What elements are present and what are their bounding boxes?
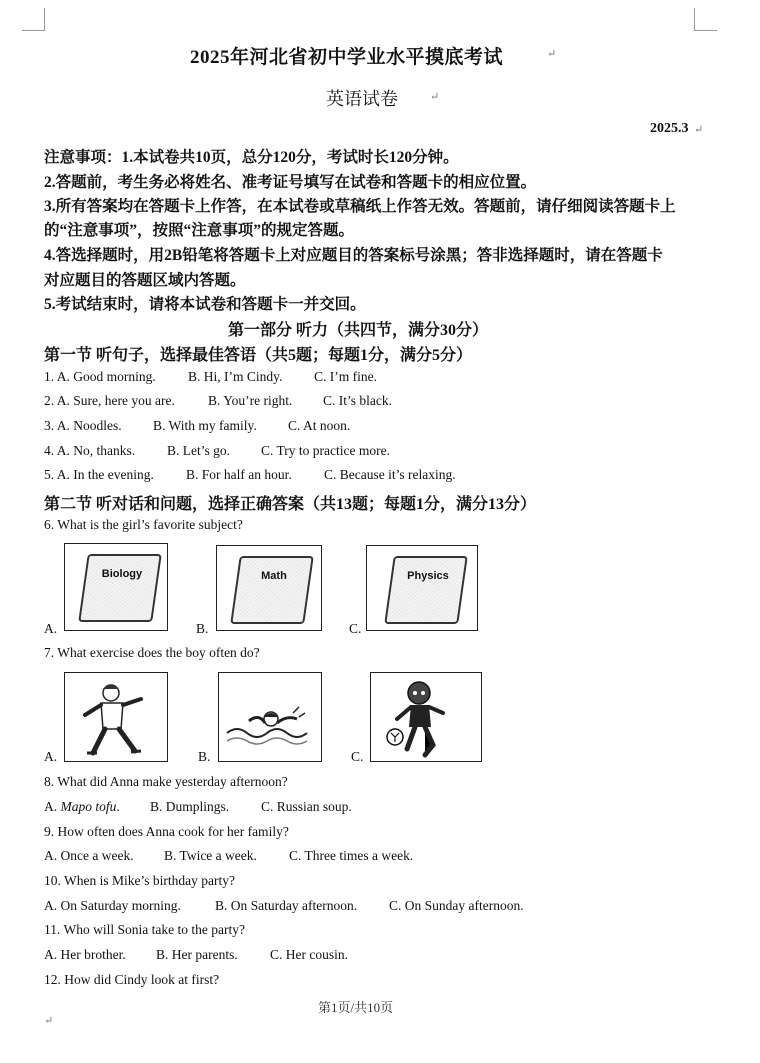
question-11: 11. Who will Sonia take to the party? <box>44 922 245 937</box>
paragraph-mark: ↵ <box>430 91 440 103</box>
question-8-option-b: B. Dumplings. <box>150 799 230 814</box>
paragraph-mark: ↵ <box>694 124 704 136</box>
question-3-option-c: C. At noon. <box>288 418 351 433</box>
question-2-option-b: B. You’re right. <box>208 393 293 408</box>
question-10-option-a: A. On Saturday morning. <box>44 898 181 913</box>
question-11-option-c: C. Her cousin. <box>270 947 348 962</box>
biology-book-picture <box>64 543 168 631</box>
question-2-option-c: C. It’s black. <box>323 393 392 408</box>
instruction-line: 4.答选择题时，用2B铅笔将答题卡上对应题目的答案标号涂黑；答非选择题时，请在答题卡 <box>44 247 663 264</box>
option-letter-c: C. <box>349 621 362 636</box>
paragraph-mark: ↵ <box>44 1015 54 1027</box>
corner-mark-top-left <box>22 8 45 31</box>
instruction-line: 对应题目的答题区域内答题。 <box>44 272 246 289</box>
question-1-option-a: 1. A. Good morning. <box>44 369 156 384</box>
question-11-option-b: B. Her parents. <box>156 947 238 962</box>
math-book-picture <box>216 545 322 631</box>
question-7: 7. What exercise does the boy often do? <box>44 645 260 660</box>
instruction-line: 注意事项：1.本试卷共10页，总分120分，考试时长120分钟。 <box>44 149 459 166</box>
part-title: 第一部分 听力（共四节，满分30分） <box>228 322 489 339</box>
question-2-option-a: 2. A. Sure, here you are. <box>44 393 175 408</box>
question-5-option-c: C. Because it’s relaxing. <box>324 467 456 482</box>
option-letter-a: A. <box>44 749 58 764</box>
instruction-line: 的“注意事项”，按照“注意事项”的规定答题。 <box>44 222 355 239</box>
book-icon: Physics <box>384 556 468 624</box>
instruction-line: 3.所有答案均在答题卡上作答，在本试卷或草稿纸上作答无效。答题前，请仔细阅读答题卡上 <box>44 198 676 215</box>
question-10: 10. When is Mike’s birthday party? <box>44 873 235 888</box>
question-4-option-b: B. Let’s go. <box>167 443 230 458</box>
question-4-option-c: C. Try to practice more. <box>261 443 390 458</box>
question-6: 6. What is the girl’s favorite subject? <box>44 517 243 532</box>
swimming-picture <box>218 672 322 762</box>
question-10-option-b: B. On Saturday afternoon. <box>215 898 358 913</box>
question-9-option-b: B. Twice a week. <box>164 848 257 863</box>
option-letter-b: B. <box>196 621 209 636</box>
instruction-line: 2.答题前，考生务必将姓名、准考证号填写在试卷和答题卡的相应位置。 <box>44 174 537 191</box>
question-8-option-c: C. Russian soup. <box>261 799 352 814</box>
physics-book-picture <box>366 545 478 631</box>
exam-title: 2025年河北省初中学业水平摸底考试 <box>190 47 504 68</box>
question-8-option-a: A. Mapo tofu. <box>44 799 120 814</box>
football-picture <box>370 672 482 762</box>
option-letter-c: C. <box>351 749 364 764</box>
tai-chi-picture <box>64 672 168 762</box>
page-footer: 第1页/共10页 <box>318 1000 394 1015</box>
book-icon: Math <box>230 556 314 624</box>
exam-subtitle: 英语试卷 <box>326 89 398 109</box>
question-8: 8. What did Anna make yesterday afternoon? <box>44 774 288 789</box>
instruction-line: 5.考试结束时，请将本试卷和答题卡一并交回。 <box>44 296 366 313</box>
question-1-option-b: B. Hi, I’m Cindy. <box>188 369 283 384</box>
option-letter-b: B. <box>198 749 211 764</box>
question-3-option-b: B. With my family. <box>153 418 257 433</box>
paragraph-mark: ↵ <box>547 48 557 60</box>
question-9-option-c: C. Three times a week. <box>289 848 414 863</box>
question-9: 9. How often does Anna cook for her family? <box>44 824 289 839</box>
question-12: 12. How did Cindy look at first? <box>44 972 220 987</box>
question-5-option-b: B. For half an hour. <box>186 467 292 482</box>
tai-chi-boy-icon <box>65 673 167 761</box>
corner-mark-top-right <box>694 8 717 31</box>
question-9-option-a: A. Once a week. <box>44 848 134 863</box>
section-title: 第二节 听对话和问题，选择正确答案（共13题；每题1分，满分13分） <box>44 496 537 513</box>
question-5-option-a: 5. A. In the evening. <box>44 467 154 482</box>
question-10-option-c: C. On Sunday afternoon. <box>389 898 524 913</box>
question-3-option-a: 3. A. Noodles. <box>44 418 122 433</box>
swimming-boy-icon <box>219 673 321 761</box>
book-icon: Biology <box>78 554 162 622</box>
option-letter-a: A. <box>44 621 58 636</box>
soccer-boy-icon <box>371 673 481 761</box>
question-4-option-a: 4. A. No, thanks. <box>44 443 136 458</box>
section-title: 第一节 听句子，选择最佳答语（共5题；每题1分，满分5分） <box>44 347 473 364</box>
exam-date: 2025.3 <box>650 121 689 136</box>
question-1-option-c: C. I’m fine. <box>314 369 377 384</box>
question-11-option-a: A. Her brother. <box>44 947 126 962</box>
